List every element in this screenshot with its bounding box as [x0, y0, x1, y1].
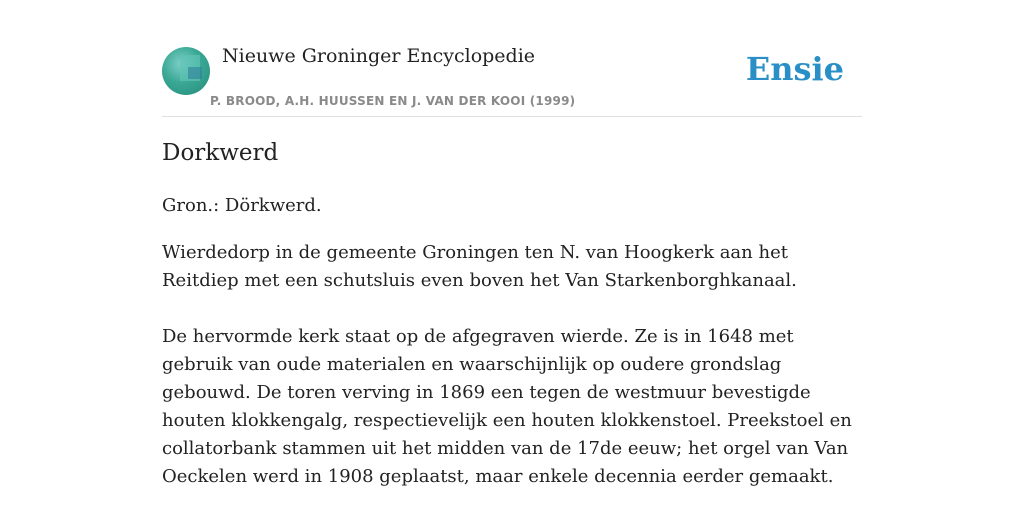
entry-title: Dorkwerd	[162, 140, 279, 166]
header	[162, 0, 862, 117]
entry-paragraph: Wierdedorp in de gemeente Groningen ten N. van Hoogkerk aan het Reitdiep met een schutsluis even boven het Van Starkenborghkanaal.	[162, 242, 797, 291]
entry-paragraph: De hervormde kerk staat op de afgegraven wierde. Ze is in 1648 met gebruik van oude materialen en waarschijnlijk op oudere grondslag gebouwd. De toren verving in 1869 een tegen de westmuur bevestigde houten klokkengalg, respectievelijk een houten klokkenstoel. Preekstoel en collatorbank stammen uit het midden van de 17de eeuw; het orgel van Van Oeckelen werd in 1908 geplaatst, maar enkele decennia eerder gemaakt.	[162, 326, 852, 487]
book-title[interactable]: Nieuwe Groninger Encyclopedie	[222, 45, 536, 67]
page	[162, 0, 862, 512]
entry-body	[162, 192, 862, 491]
entry-dialect-name: Gron.: Dörkwerd.	[162, 195, 322, 216]
cover-decoration	[188, 67, 202, 79]
brand-logo[interactable]: Ensie	[745, 50, 844, 88]
book-cover-icon[interactable]	[162, 47, 210, 95]
book-authors: P. BROOD, A.H. HUUSSEN EN J. VAN DER KOOI (1999)	[210, 94, 576, 108]
